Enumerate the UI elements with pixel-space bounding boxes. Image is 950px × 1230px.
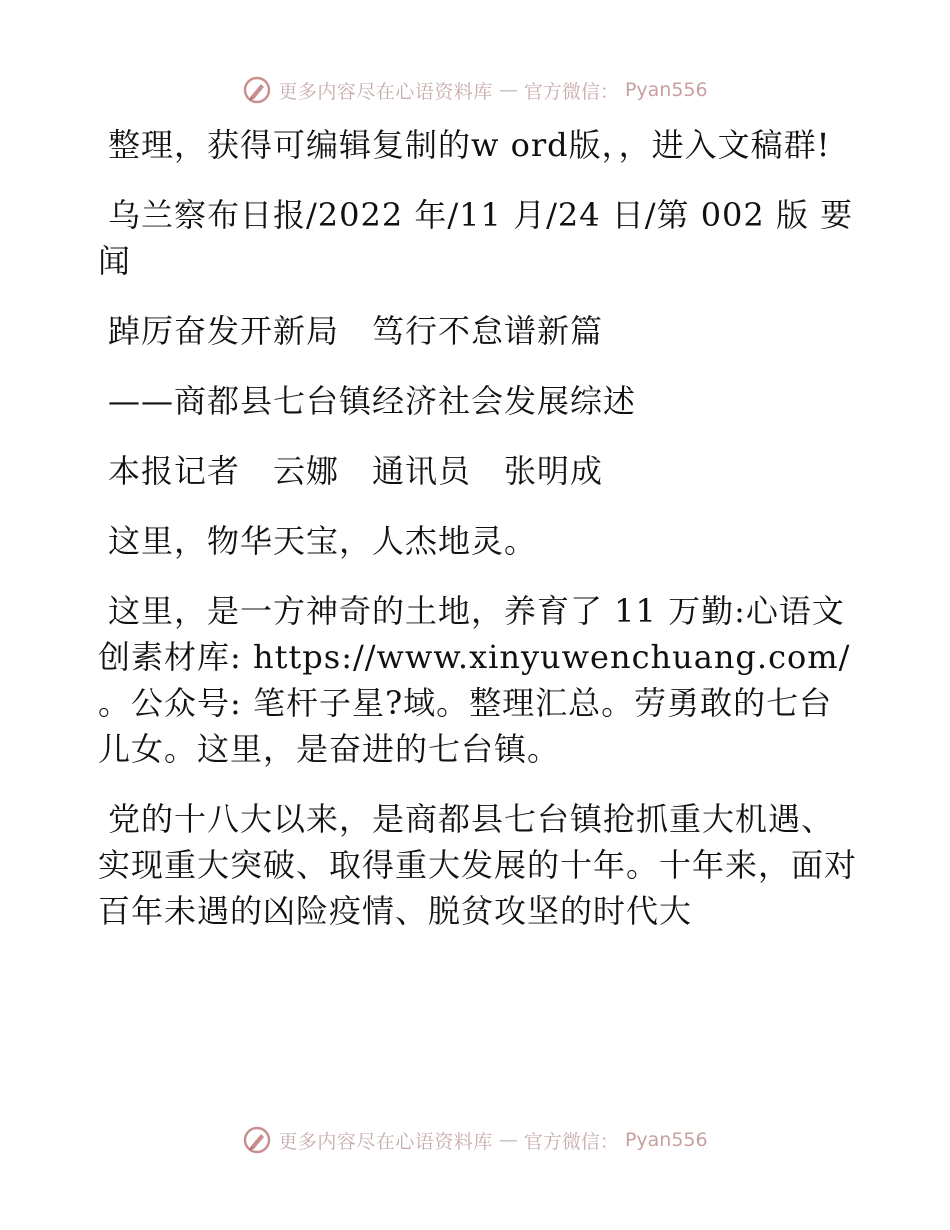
article-subtitle: ——商都县七台镇经济社会发展综述 <box>108 382 637 420</box>
watermark-wechat-label: 官方微信： <box>523 1130 619 1153</box>
pen-circle-logo-icon <box>242 75 272 105</box>
paragraph-intro: 整理，获得可编辑复制的w ord版，，进入文稿群! <box>108 126 831 164</box>
footer-watermark <box>0 1120 950 1160</box>
watermark-wechat-id: Pyan556 <box>624 1129 708 1151</box>
paragraph-body-2: 这里，是一方神奇的土地，养育了 11 万勤:心语文创素材库: https://www.xinyuwenchuang.com/ 。公众号: 笔杆子星?域。整理汇总。劳勇敢的七台儿女。这里，是奋进的七台镇。 <box>98 592 851 768</box>
article-byline: 本报记者 云娜 通讯员 张明成 <box>108 452 604 490</box>
watermark-text: 更多内容尽在心语资料库 <box>278 80 493 103</box>
paragraph-body-1: 这里，物华天宝，人杰地灵。 <box>108 522 538 560</box>
paragraph-body-3: 党的十八大以来，是商都县七台镇抢抓重大机遇、实现重大突破、取得重大发展的十年。十年来，面对百年未遇的凶险疫情、脱贫攻坚的时代大 <box>98 800 858 930</box>
watermark-dash: — <box>498 79 518 101</box>
article-title: 踔厉奋发开新局 笃行不怠谱新篇 <box>108 312 604 350</box>
pen-circle-logo-icon <box>242 1125 272 1155</box>
header-watermark <box>0 70 950 110</box>
watermark-wechat-label: 官方微信： <box>523 80 619 103</box>
watermark-wechat-id: Pyan556 <box>624 79 708 101</box>
watermark-text: 更多内容尽在心语资料库 <box>278 1130 493 1153</box>
watermark-dash: — <box>498 1129 518 1151</box>
paragraph-source: 乌兰察布日报/2022 年/11 月/24 日/第 002 版 要闻 <box>98 196 854 280</box>
document-body <box>98 122 858 958</box>
